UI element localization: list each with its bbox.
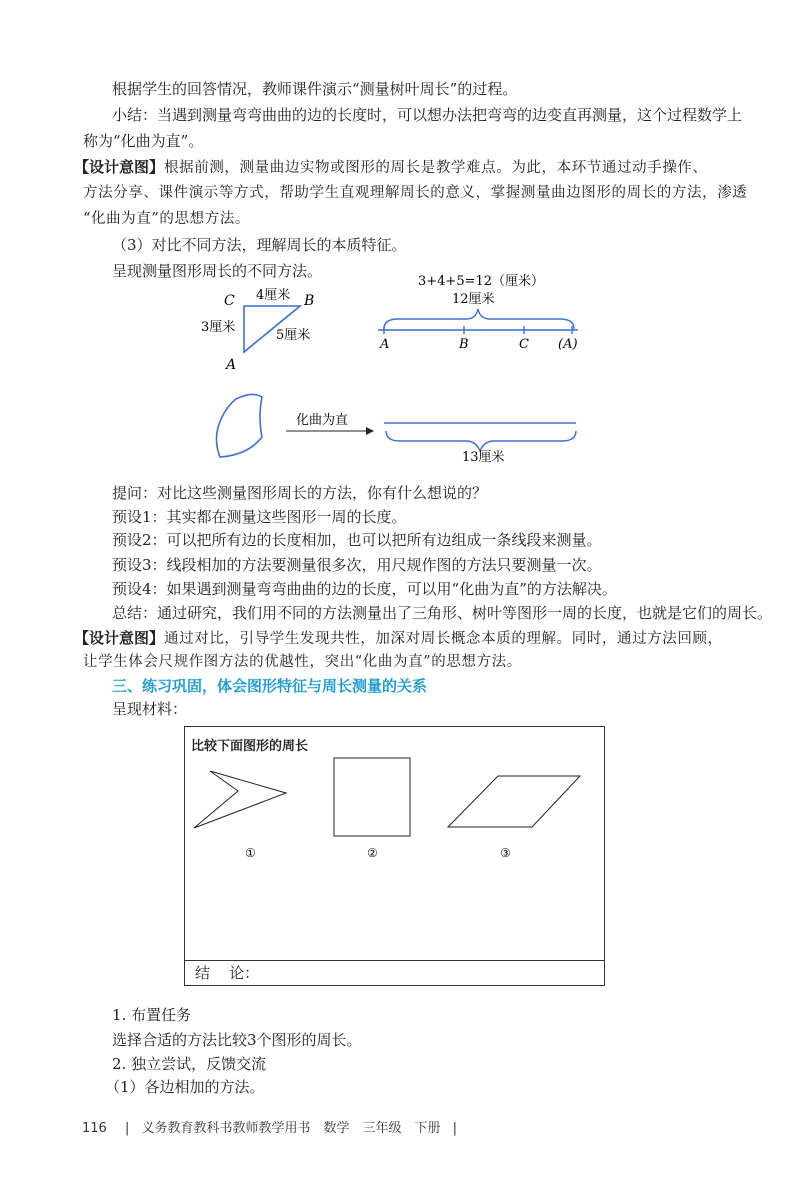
task-2-text: （1）各边相加的方法。 xyxy=(105,1078,265,1096)
leaf-brace xyxy=(386,431,576,451)
footer-separator-right: | xyxy=(452,1121,458,1136)
section-heading: 三、练习巩固，体会图形特征与周长测量的关系 xyxy=(112,677,428,695)
para-2b: 称为“化曲为直”。 xyxy=(83,132,204,150)
triangle-vertex-b: B xyxy=(304,293,315,309)
footer-separator-left: | xyxy=(124,1121,130,1136)
design-intent-1c: “化曲为直”的思想方法。 xyxy=(83,211,251,227)
book-title: 义务教育教科书教师教学用书 数学 三年级 下册 xyxy=(141,1121,441,1136)
task-1-text: 选择合适的方法比较3个图形的周长。 xyxy=(112,1031,362,1049)
perimeter-methods-figure xyxy=(0,265,800,475)
leaf-shape xyxy=(216,394,262,457)
summary: 总结：通过研究，我们用不同的方法测量出了三角形、树叶等图形一周的长度，也就是它们的周长。 xyxy=(112,604,773,622)
task-1-heading: 1. 布置任务 xyxy=(112,1006,192,1024)
triangle-hyp-length: 5厘米 xyxy=(276,328,311,343)
preset-4: 预设4：如果遇到测量弯弯曲曲的边的长度，可以用“化曲为直”的方法解决。 xyxy=(112,580,617,598)
shape-1-label: ① xyxy=(245,846,256,860)
design-intent-text: 根据前测，测量曲边实物或图形的周长是教学难点。为此，本环节通过动手操作、 xyxy=(164,160,708,176)
design-intent-1 xyxy=(74,157,708,178)
shape-3-parallelogram xyxy=(448,776,580,827)
triangle-vertex-c: C xyxy=(224,293,235,309)
shape-2-label: ② xyxy=(367,846,378,860)
shape-2-square xyxy=(334,758,410,836)
conclusion-divider xyxy=(185,960,604,961)
triangle-vertex-a: A xyxy=(226,357,237,373)
triangle-left-length: 3厘米 xyxy=(201,320,236,335)
design-intent-1b: 方法分享、课件演示等方式，帮助学生直观理解周长的意义，掌握测量曲边图形的周长的方法，渗透 xyxy=(83,185,748,201)
arrow-head-icon xyxy=(366,427,374,435)
shape-3-label: ③ xyxy=(500,846,511,860)
design-intent-2-label: 【设计意图】 xyxy=(74,629,165,647)
segment-formula: 3+4+5=12（厘米） xyxy=(418,274,545,289)
page-number: 116 xyxy=(82,1121,107,1136)
segment-point-a: A xyxy=(380,337,390,352)
conclusion-label: 结 论： xyxy=(195,964,260,982)
design-intent-label: 【设计意图】 xyxy=(74,158,165,176)
para-2a: 小结：当遇到测量弯弯曲曲的边的长度时，可以想办法把弯弯的边变直再测量，这个过程数学上 xyxy=(112,106,743,124)
leaf-total: 13厘米 xyxy=(462,450,505,465)
design-intent-2-text: 通过对比，引导学生发现共性，加深对周长概念本质的理解。同时，通过方法回顾， xyxy=(164,631,723,647)
page-footer xyxy=(82,1120,457,1138)
segment-brace xyxy=(384,309,574,329)
leaf-arrow-label: 化曲为直 xyxy=(296,413,349,428)
para-1: 根据学生的回答情况，教师课件演示“测量树叶周长”的过程。 xyxy=(112,80,518,98)
segment-point-b: B xyxy=(459,337,469,352)
design-intent-2 xyxy=(74,628,723,649)
shape-1-arrow xyxy=(194,771,286,828)
segment-point-a-end: (A) xyxy=(558,337,578,352)
para-3: （3）对比不同方法，理解周长的本质特征。 xyxy=(112,236,407,254)
segment-point-c: C xyxy=(519,337,529,352)
design-intent-2b: 让学生体会尺规作图方法的优越性，突出“化曲为直”的思想方法。 xyxy=(83,654,522,670)
exercise-shapes xyxy=(184,726,605,959)
question: 提问：对比这些测量图形周长的方法，你有什么想说的？ xyxy=(112,484,488,502)
segment-total: 12厘米 xyxy=(452,292,495,307)
present-material: 呈现材料： xyxy=(112,700,188,718)
triangle-top-length: 4厘米 xyxy=(256,288,291,303)
para-4: 呈现测量图形周长的不同方法。 xyxy=(112,262,323,280)
task-2-heading: 2. 独立尝试，反馈交流 xyxy=(112,1055,267,1073)
exercise-box-title: 比较下面图形的周长 xyxy=(191,739,309,754)
preset-2: 预设2：可以把所有边的长度相加，也可以把所有边组成一条线段来测量。 xyxy=(112,531,602,549)
preset-1: 预设1：其实都在测量这些图形一周的长度。 xyxy=(112,508,407,526)
preset-3: 预设3：线段相加的方法要测量很多次，用尺规作图的方法只要测量一次。 xyxy=(112,556,602,574)
